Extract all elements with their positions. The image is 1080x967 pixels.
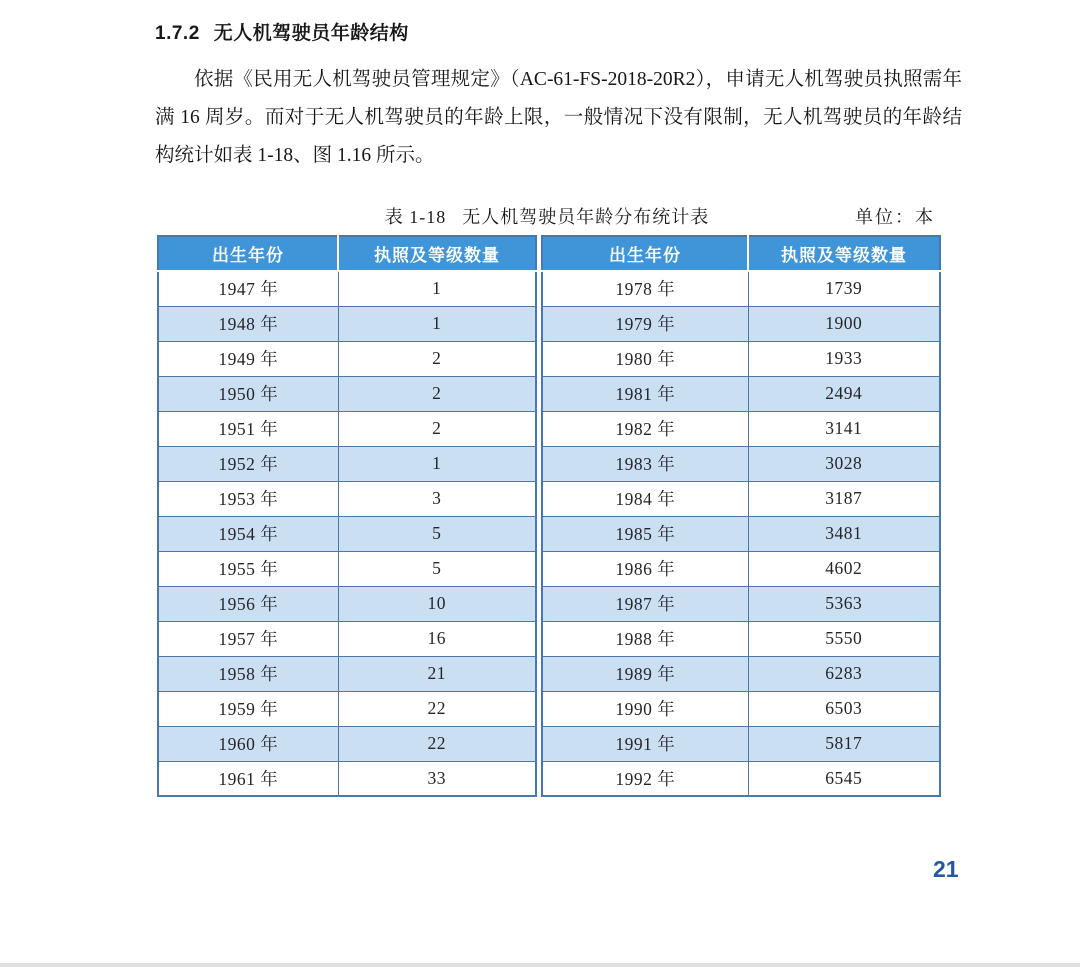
birth-year-cell: 1986 年 (542, 551, 748, 586)
birth-year-cell: 1988 年 (542, 621, 748, 656)
birth-year-cell: 1983 年 (542, 446, 748, 481)
table-caption-row (157, 203, 937, 229)
license-count-cell: 3187 (748, 481, 940, 516)
table-caption (157, 203, 937, 229)
birth-year-cell: 1989 年 (542, 656, 748, 691)
body-paragraph: 依据《民用无人机驾驶员管理规定》（AC-61-FS-2018-20R2），申请无人机驾驶员执照需年满 16 周岁。而对于无人机驾驶员的年龄上限，一般情况下没有限制，无人机驾驶员的年龄结构统计如表 1-18、图 1.16 所示。 (155, 69, 962, 166)
license-count-cell: 10 (338, 586, 536, 621)
birth-year-cell: 1953 年 (158, 481, 338, 516)
birth-year-cell: 1951 年 (158, 411, 338, 446)
birth-year-cell: 1959 年 (158, 691, 338, 726)
table-row (542, 516, 940, 551)
birth-year-cell: 1948 年 (158, 306, 338, 341)
table-left-half (157, 235, 537, 797)
birth-year-cell: 1992 年 (542, 761, 748, 796)
birth-year-cell: 1957 年 (158, 621, 338, 656)
table-row (542, 691, 940, 726)
license-count-cell: 3 (338, 481, 536, 516)
page-bottom-edge (0, 963, 1080, 967)
table-row (542, 411, 940, 446)
license-count-cell: 3141 (748, 411, 940, 446)
table-row (542, 656, 940, 691)
license-count-cell: 5817 (748, 726, 940, 761)
table-row (158, 271, 536, 306)
table-header-row (542, 236, 940, 271)
birth-year-cell: 1954 年 (158, 516, 338, 551)
birth-year-cell: 1961 年 (158, 761, 338, 796)
birth-year-cell: 1991 年 (542, 726, 748, 761)
table-row (158, 726, 536, 761)
column-header-license-count: 执照及等级数量 (338, 236, 536, 271)
birth-year-cell: 1979 年 (542, 306, 748, 341)
age-distribution-table (157, 235, 937, 797)
license-count-cell: 22 (338, 726, 536, 761)
license-count-cell: 5363 (748, 586, 940, 621)
license-count-cell: 5550 (748, 621, 940, 656)
table-row (158, 691, 536, 726)
birth-year-cell: 1978 年 (542, 271, 748, 306)
birth-year-cell: 1947 年 (158, 271, 338, 306)
license-count-cell: 4602 (748, 551, 940, 586)
license-count-cell: 5 (338, 516, 536, 551)
license-count-cell: 2494 (748, 376, 940, 411)
license-count-cell: 6283 (748, 656, 940, 691)
license-count-cell: 33 (338, 761, 536, 796)
table-row (542, 761, 940, 796)
license-count-cell: 1 (338, 446, 536, 481)
license-count-cell: 1933 (748, 341, 940, 376)
birth-year-cell: 1984 年 (542, 481, 748, 516)
column-header-license-count: 执照及等级数量 (748, 236, 940, 271)
table-row (542, 726, 940, 761)
table-row (158, 586, 536, 621)
table-row (158, 551, 536, 586)
birth-year-cell: 1960 年 (158, 726, 338, 761)
unit-label: 单位：本 (855, 207, 935, 227)
license-count-cell: 1739 (748, 271, 940, 306)
license-count-cell: 5 (338, 551, 536, 586)
license-count-cell: 1900 (748, 306, 940, 341)
table-row (158, 621, 536, 656)
birth-year-cell: 1949 年 (158, 341, 338, 376)
table-caption-label: 表 1-18 (384, 207, 447, 227)
table-row (158, 341, 536, 376)
table-row (542, 271, 940, 306)
table-row (158, 376, 536, 411)
license-count-cell: 16 (338, 621, 536, 656)
table-row (158, 656, 536, 691)
table-right-body (542, 271, 940, 796)
table-row (542, 446, 940, 481)
license-count-cell: 3481 (748, 516, 940, 551)
table-left-body (158, 271, 536, 796)
license-count-cell: 2 (338, 411, 536, 446)
table-row (158, 516, 536, 551)
birth-year-cell: 1950 年 (158, 376, 338, 411)
table-row (158, 761, 536, 796)
section-title: 无人机驾驶员年龄结构 (213, 23, 409, 44)
birth-year-cell: 1958 年 (158, 656, 338, 691)
birth-year-cell: 1981 年 (542, 376, 748, 411)
license-count-cell: 22 (338, 691, 536, 726)
birth-year-cell: 1982 年 (542, 411, 748, 446)
birth-year-cell: 1987 年 (542, 586, 748, 621)
table-row (542, 586, 940, 621)
table-row (158, 481, 536, 516)
license-count-cell: 21 (338, 656, 536, 691)
column-header-birth-year: 出生年份 (158, 236, 338, 271)
table-row (542, 551, 940, 586)
license-count-cell: 3028 (748, 446, 940, 481)
birth-year-cell: 1956 年 (158, 586, 338, 621)
license-count-cell: 1 (338, 306, 536, 341)
section-heading (155, 18, 960, 45)
birth-year-cell: 1980 年 (542, 341, 748, 376)
table-row (542, 376, 940, 411)
license-count-cell: 2 (338, 341, 536, 376)
table-row (158, 446, 536, 481)
table-row (158, 411, 536, 446)
table-row (542, 621, 940, 656)
license-count-cell: 2 (338, 376, 536, 411)
section-number: 1.7.2 (155, 23, 200, 44)
table-row (542, 306, 940, 341)
birth-year-cell: 1985 年 (542, 516, 748, 551)
birth-year-cell: 1955 年 (158, 551, 338, 586)
table-caption-title: 无人机驾驶员年龄分布统计表 (462, 207, 710, 227)
table-header-row (158, 236, 536, 271)
birth-year-cell: 1990 年 (542, 691, 748, 726)
birth-year-cell: 1952 年 (158, 446, 338, 481)
column-header-birth-year: 出生年份 (542, 236, 748, 271)
page-number: 21 (933, 856, 959, 882)
table-row (158, 306, 536, 341)
table-row (542, 481, 940, 516)
license-count-cell: 6503 (748, 691, 940, 726)
table-row (542, 341, 940, 376)
table-right-half (541, 235, 941, 797)
license-count-cell: 1 (338, 271, 536, 306)
license-count-cell: 6545 (748, 761, 940, 796)
